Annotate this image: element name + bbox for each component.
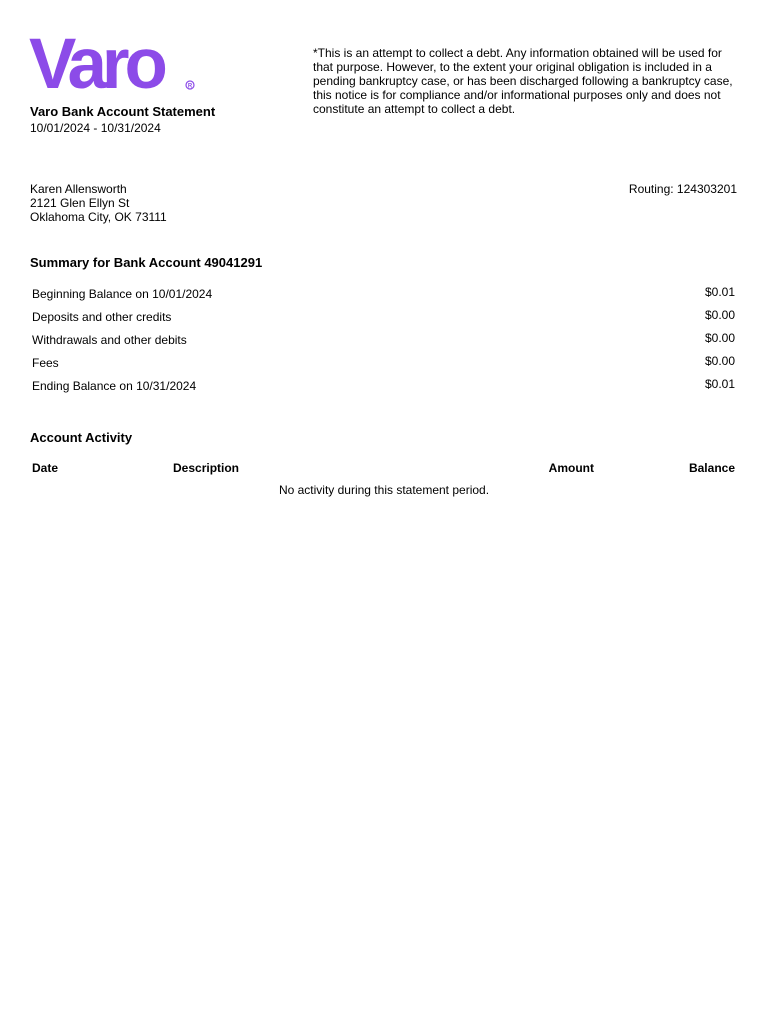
- debt-collection-disclaimer: *This is an attempt to collect a debt. Any information obtained will be used for that purpose. However, to the extent your original obligation is included in a pending bankruptcy case, or has been discharged following a bankruptcy case, this notice is for compliance and/or informational purposes only and does not constitute an attempt to collect a debt.: [313, 46, 733, 116]
- no-activity-message: No activity during this statement period.: [278, 483, 490, 497]
- summary-label: Ending Balance on 10/31/2024: [32, 379, 197, 393]
- summary-value: $0.00: [704, 331, 735, 345]
- svg-text:Varo: Varo: [29, 30, 163, 92]
- activity-table-header: [32, 461, 735, 477]
- customer-name: Karen Allensworth: [30, 182, 127, 196]
- svg-text:R: R: [187, 83, 193, 90]
- summary-row: [32, 354, 735, 377]
- summary-table: [32, 285, 735, 400]
- statement-title: Varo Bank Account Statement: [30, 104, 216, 119]
- summary-value: $0.00: [704, 354, 735, 368]
- summary-value: $0.00: [704, 308, 735, 322]
- summary-value: $0.01: [704, 377, 735, 391]
- summary-row: [32, 331, 735, 354]
- routing-number: Routing: 124303201: [628, 182, 737, 196]
- summary-label: Fees: [32, 356, 59, 370]
- statement-period: 10/01/2024 - 10/31/2024: [30, 121, 161, 135]
- summary-row: [32, 377, 735, 400]
- column-header-balance: Balance: [688, 461, 735, 475]
- varo-logo: [29, 30, 199, 92]
- summary-heading: Summary for Bank Account 49041291: [30, 255, 263, 270]
- summary-value: $0.01: [704, 285, 735, 299]
- summary-label: Beginning Balance on 10/01/2024: [32, 287, 213, 301]
- summary-label: Withdrawals and other debits: [32, 333, 187, 347]
- column-header-amount: Amount: [548, 461, 594, 475]
- summary-row: [32, 285, 735, 308]
- customer-street: 2121 Glen Ellyn St: [30, 196, 130, 210]
- summary-label: Deposits and other credits: [32, 310, 172, 324]
- activity-heading: Account Activity: [30, 430, 133, 445]
- customer-city-state-zip: Oklahoma City, OK 73111: [30, 210, 167, 224]
- summary-row: [32, 308, 735, 331]
- column-header-date: Date: [32, 461, 59, 475]
- customer-address: [30, 182, 167, 224]
- column-header-description: Description: [173, 461, 240, 475]
